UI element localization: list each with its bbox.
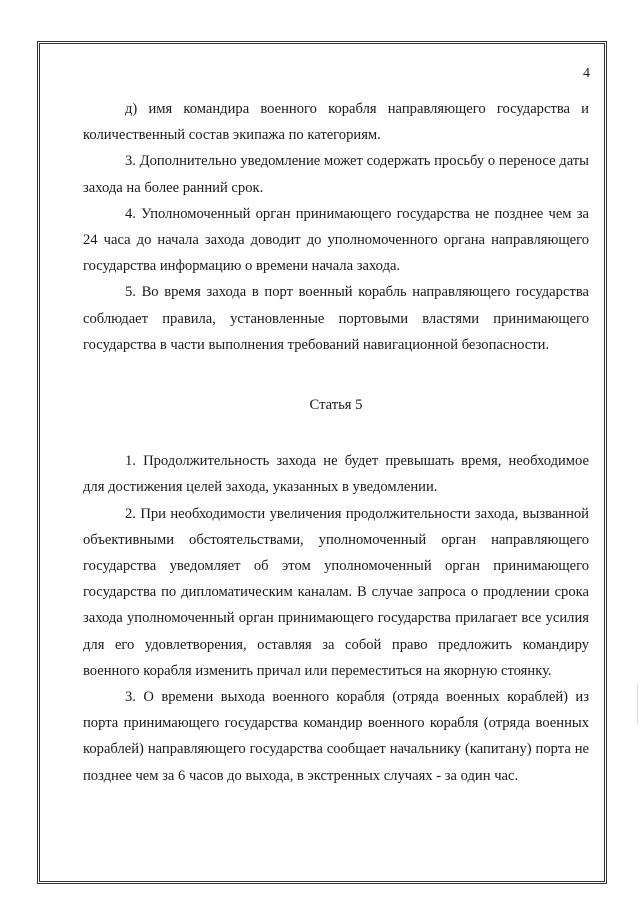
article5-paragraph-3: 3. О времени выхода военного корабля (отряда военных кораблей) из порта принимающего государства командир военного корабля (отряда военных кораблей) направляющего государства сообщает начальнику (капитану) порта не позднее чем за 6 часов до выхода, в экстренных случаях - за один час. bbox=[83, 689, 589, 784]
scan-edge-mark bbox=[637, 684, 638, 724]
document-body bbox=[83, 96, 589, 789]
article5-paragraph-2: 2. При необходимости увеличения продолжительности захода, вызванной объективными обстоятельствами, уполномоченный орган направляющего государства уведомляет об этом уполномоченный орган принимающего государства по дипломатическим каналам. В случае запроса о продлении срока захода уполномоченный орган принимающего государства прилагает все усилия для его удовлетворения, оставляя за собой право предложить командиру военного корабля изменить причал или переместиться на якорную стоянку. bbox=[83, 505, 589, 679]
article5-paragraph-1: 1. Продолжительность захода не будет превышать время, необходимое для достижения целей захода, указанных в уведомлении. bbox=[83, 453, 589, 496]
paragraph-3-notice-request: 3. Дополнительно уведомление может содержать просьбу о переносе даты захода на более ранний срок. bbox=[83, 153, 589, 196]
page-number: 4 bbox=[583, 66, 590, 81]
paragraph-item-d-continuation: д) имя командира военного корабля направляющего государства и количественный состав экипажа по категориям. bbox=[83, 101, 589, 144]
paragraph-4-entry-time: 4. Уполномоченный орган принимающего государства не позднее чем за 24 часа до начала захода доводит до уполномоченного органа направляющего государства информацию о времени начала захода. bbox=[83, 205, 589, 275]
paragraph-5-port-rules: 5. Во время захода в порт военный корабль направляющего государства соблюдает правила, установленные портовыми властями принимающего государства в части выполнения требований навигационной безопасности. bbox=[83, 284, 589, 353]
article-heading: Статья 5 bbox=[309, 397, 363, 414]
